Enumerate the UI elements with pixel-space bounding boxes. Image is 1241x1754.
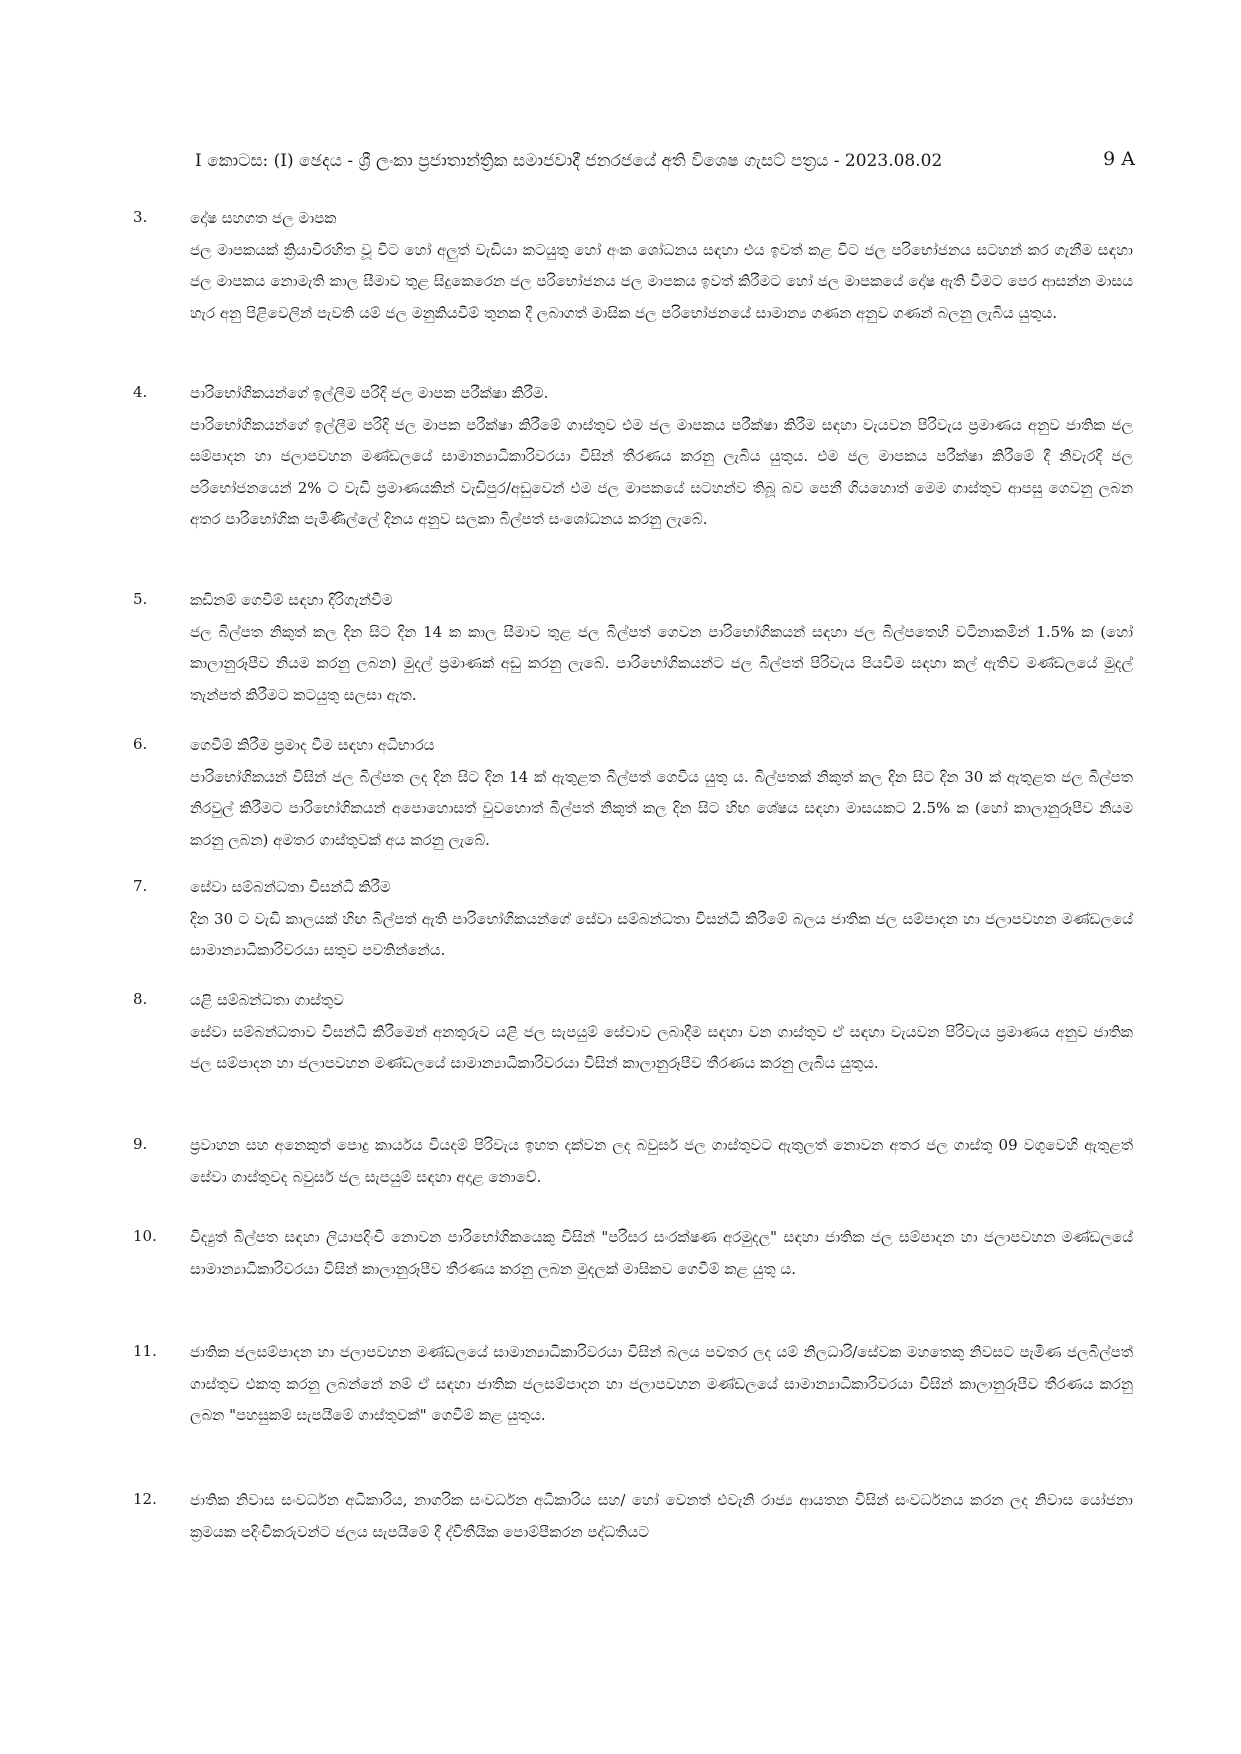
item-number: 11. xyxy=(133,1342,157,1360)
item-text: පාරිභෝගිකයන්ගේ ඉල්ලීම පරිදි ජල මාපක පරීක්ෂා කිරීමේ ගාස්තුව එම ජල මාපකය පරීක්ෂා කිරීම සඳහා වැයවන පිරිවැය ප්‍රමාණය අනුව ජාතික ජල සම්පාදන හා ජලාපවහන මණ්ඩලයේ සාමාන්‍යාධිකාරිවරයා විසින් තීරණය කරනු ලැබිය යුතුය. එම ජල මාපකය පරීක්ෂා කිරීමේ දී නිවැරදි ජල පරිභෝජනයෙන් 2% ට වැඩි ප්‍රමාණයකින් වැඩිපුර/අඩුවෙන් එම ජල මාපකයේ සටහන්ව තිබූ බව පෙනී ගියහොත් මෙම ගාස්තුව ආපසු ගෙවනු ලබන අතර පාරිභෝගික පැමිණිල්ලේ දිනය අනුව සලකා බිල්පත් සංශෝධනය කරනු ලැබේ. xyxy=(190,415,1133,528)
item-number: 12. xyxy=(133,1490,157,1508)
item-heading: ගෙවීම් කිරීම ප්‍රමාද වීම සඳහා අධිභාරය xyxy=(190,736,435,754)
item-text: ප්‍රවාහන සහ අනෙකුත් පොදු කාර්යය වියදම් පිරිවැය ඉහත දක්වන ලද බවුසර් ජල ගාස්තුවට ඇතුලත් නොවන අතර ජල ගාස්තු 09 වගුවෙහි ඇතුළත් සේවා ගාස්තුවද බවුසර් ජල සැපයුම් සඳහා අදාළ නොවේ. xyxy=(190,1136,1133,1186)
item-heading: පාරිභෝගිකයන්ගේ ඉල්ලීම පරිදි ජල මාපක පරීක්ෂා කිරීම. xyxy=(190,384,549,402)
item-number: 5. xyxy=(133,590,148,608)
item-number: 9. xyxy=(133,1135,148,1153)
item-number: 8. xyxy=(133,990,148,1008)
item-number: 10. xyxy=(133,1227,157,1245)
item-text: සේවා සම්බන්ධතාව විසන්ධි කිරීමෙන් අනතුරුව යළි ජල සැපයුම් සේවාව ලබාදීම සඳහා වන ගාස්තුව ඒ සඳහා වැයවන පිරිවැය ප්‍රමාණය අනුව ජාතික ජල සම්පාදන හා ජලාපවහන මණ්ඩලයේ සාමාන්‍යාධිකාරිවරයා විසින් කාලානුරූපීව තීරණය කරනු ලැබිය යුතුය. xyxy=(190,1022,1133,1072)
item-text: ජාතික නිවාස සංවර්ධන අධිකාරිය, නාගරික සංවර්ධන අධිකාරිය සහ/ හෝ වෙනත් එවැනි රාජ්‍ය ආයතන විසින් සංවර්ධනය කරන ලද නිවාස යෝජනා ක්‍රමයක පදිංචිකරුවන්ට ජලය සැපයීමේ දී ද්විතීයික පොම්පීකරන පද්ධතියට xyxy=(190,1491,1133,1541)
item-text: දින 30 ට වැඩි කාලයක් හිඟ බිල්පත් ඇති පාරිභෝගිකයන්ගේ සේවා සම්බන්ධතා විසන්ධි කිරීමේ බලය ජාතික ජල සම්පාදන හා ජලාපවහන මණ්ඩලයේ සාමාන්‍යාධිකාරිවරයා සතුව පවතින්නේය. xyxy=(190,909,1133,959)
item-text: පාරිභෝගිකයන් විසින් ජල බිල්පත ලද දින සිට දින 14 ක් ඇතුළත බිල්පත් ගෙවිය යුතු ය. බිල්පතක් නිකුත් කල දින සිට දින 30 ක් ඇතුළත ජල බිල්පත නිරවුල් කිරීමට පාරිභෝගිකයන් අපොහොසත් වුවහොත් බිල්පත් නිකුත් කල දින සිට හිඟ ශේෂය සඳහා මාසයකට 2.5% ක (හෝ කාලානුරූපීව නියම කරනු ලබන) අමතර ගාස්තුවක් අය කරනු ලැබේ. xyxy=(190,767,1133,849)
item-number: 3. xyxy=(133,208,148,226)
header-title: I කොටස: (I) ඡෙදය - ශ්‍රී ලංකා ප්‍රජාතාන්ත්‍රික සමාජවාදී ජනරජයේ අති විශෙෂ ගැසට් පත්‍රය - 2023.08.02 xyxy=(195,151,943,171)
item-heading: යළි සම්බන්ධතා ගාස්තුව xyxy=(190,991,344,1009)
item-heading: සේවා සම්බන්ධතා විසන්ධි කිරීම xyxy=(190,878,391,896)
page-header xyxy=(195,148,1135,178)
item-heading: කඩිනම් ගෙවීම් සඳහා දිරිගැන්වීම xyxy=(190,591,393,609)
item-text: ජල මාපකයක් ක්‍රියාවිරහිත වූ විට හෝ අලුත් වැඩියා කටයුතු හෝ අංක ශෝධනය සඳහා එය ඉවත් කළ විට ජල පරිභෝජනය සටහන් කර ගැනීම සඳහා ජල මාපකය නොමැති කාල සීමාව තුළ සිදුකෙරෙන ජල පරිභෝජනය ජල මාපකය ඉවත් කිරීමට හෝ ජල මාපකයේ දෝෂ ඇති වීමට පෙර ආසන්න මාසය හැර අනු පිළිවෙලින් පැවති යම් ජල මනුකියවීම් තුනක දී ලබාගත් මාසික ජල පරිභෝජනයේ සාමාන්‍ය ගණන අනුව ගණන් බලනු ලැබිය යුතුය. xyxy=(190,240,1133,322)
item-number: 7. xyxy=(133,877,148,895)
item-number: 4. xyxy=(133,383,148,401)
item-heading: දෝෂ සහගත ජල මාපක xyxy=(190,209,337,227)
item-text: ජාතික ජලසම්පාදන හා ජලාපවහන මණ්ඩලයේ සාමාන්‍යාධිකාරිවරයා විසින් බලය පවතර ලද යම් නිලධාරි/සේවක මහතෙකු නිවසට පැමිණ ජලබිල්පත් ගාස්තුව එකතු කරනු ලබන්නේ නම් ඒ සඳහා ජාතික ජලසම්පාදන හා ජලාපවහන මණ්ඩලයේ සාමාන්‍යාධිකාරිවරයා විසින් කාලානුරූපීව තීරණය කරනු ලබන "පහසුකම් සැපයීමේ ගාස්තුවක්" ගෙවීම් කළ යුතුය. xyxy=(190,1343,1133,1424)
item-number: 6. xyxy=(133,735,148,753)
item-text: ජල බිල්පත නිකුත් කල දින සිට දින 14 ක කාල සීමාව තුළ ජල බිල්පත් ගෙවන පාරිභෝගිකයන් සඳහා ජල බිල්පතෙහි වටිනාකමින් 1.5% ක (හෝ කාලානුරූපීව නියම කරනු ලබන) මුදල් ප්‍රමාණක් අඩු කරනු ලැබේ. පාරිභෝගිකයන්ට ජල බිල්පත් පිරිවැය පියවීම සඳහා කල් ඇතිව මණ්ඩලයේ මුදල් තැන්පත් කිරීමට කටයුතු සලසා ඇත. xyxy=(190,622,1133,704)
item-text: විද්‍යුත් බිල්පත සඳහා ලියාපදිංචි නොවන පාරිභෝගිකයෙකු විසින් "පරිසර සංරක්ෂණ අරමුදල" සඳහා ජාතික ජල සම්පාදන හා ජලාපවහන මණ්ඩලයේ සාමාන්‍යාධිකාරිවරයා විසින් කාලානුරූපීව තීරණය කරනු ලබන මුදලක් මාසිකව ගෙවීම් කළ යුතු ය. xyxy=(190,1228,1133,1278)
page-number: 9 A xyxy=(1103,148,1135,170)
